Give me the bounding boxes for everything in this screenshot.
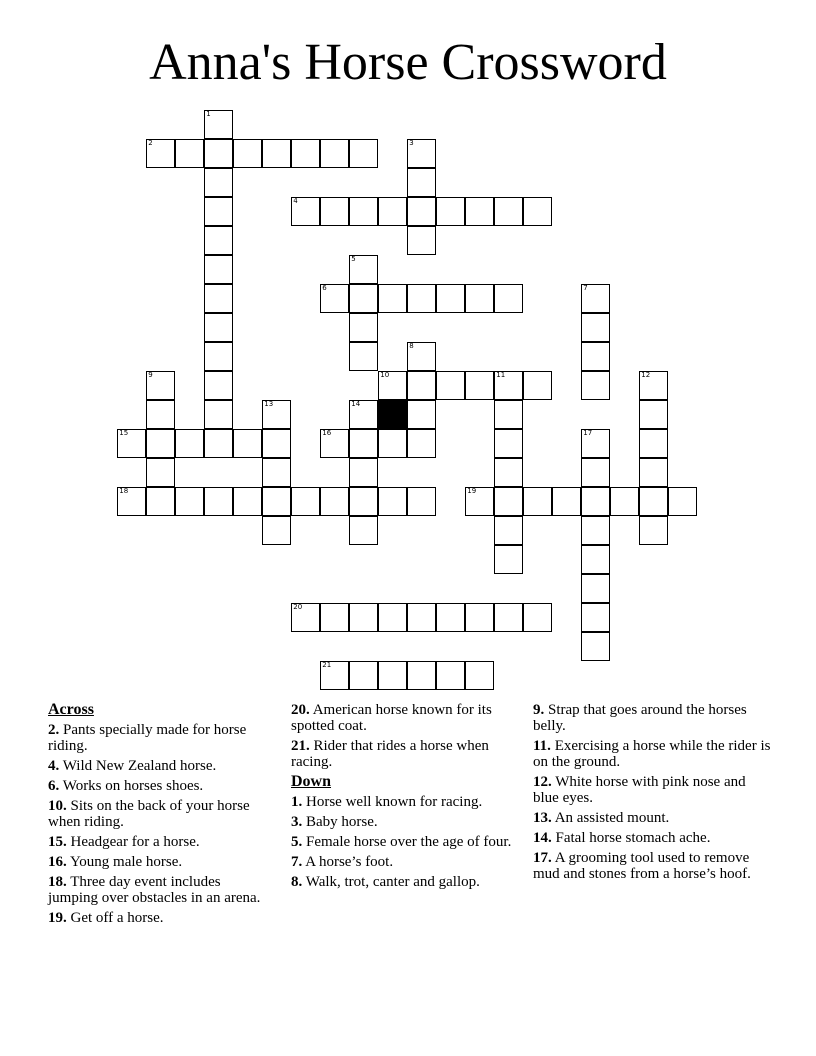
grid-cell[interactable] [465, 661, 494, 690]
clue-number: 17 [583, 429, 593, 438]
grid-cell[interactable] [581, 545, 610, 574]
clue-column-3 [533, 702, 773, 886]
clue-number: 20 [293, 603, 303, 612]
grid-cell[interactable] [378, 197, 407, 226]
grid-cell[interactable] [494, 603, 523, 632]
grid-cell[interactable] [465, 197, 494, 226]
clue-item [291, 874, 516, 890]
clue-text: A grooming tool used to remove mud and stones from a horse’s hoof. [533, 850, 751, 882]
clue-text: American horse known for its spotted coat. [291, 702, 492, 734]
grid-cell[interactable] [349, 429, 378, 458]
clue-number: 16. [48, 854, 67, 870]
grid-cell[interactable] [407, 342, 436, 371]
grid-cell[interactable] [233, 429, 262, 458]
grid-cell[interactable] [349, 255, 378, 284]
clue-text: Young male horse. [69, 854, 183, 870]
grid-cell[interactable] [494, 400, 523, 429]
grid-cell[interactable] [262, 516, 291, 545]
grid-cell[interactable] [668, 487, 697, 516]
clue-number: 15. [48, 834, 67, 850]
grid-cell[interactable] [320, 429, 349, 458]
grid-cell[interactable] [378, 661, 407, 690]
clue-number: 9. [533, 702, 545, 718]
clue-number: 20. [291, 702, 310, 718]
clue-number: 1 [206, 110, 211, 119]
clue-item [533, 850, 773, 882]
grid-cell[interactable] [465, 284, 494, 313]
clue-text: Get off a horse. [70, 910, 164, 926]
grid-cell[interactable] [465, 487, 494, 516]
grid-cell[interactable] [320, 603, 349, 632]
grid-cell[interactable] [262, 458, 291, 487]
grid-cell[interactable] [436, 603, 465, 632]
clue-item [291, 794, 516, 810]
clue-text: Works on horses shoes. [62, 778, 204, 794]
grid-cell[interactable] [639, 487, 668, 516]
grid-cell[interactable] [204, 168, 233, 197]
clue-item [48, 758, 273, 774]
clue-number: 2 [148, 139, 153, 148]
clue-text: Fatal horse stomach ache. [555, 830, 711, 846]
clue-item [533, 738, 773, 770]
clue-text: White horse with pink nose and blue eyes. [533, 774, 746, 806]
clue-column-2 [291, 702, 516, 894]
down-heading: Down [291, 773, 332, 790]
grid-cell[interactable] [378, 487, 407, 516]
grid-cell[interactable] [494, 197, 523, 226]
grid-cell[interactable] [581, 429, 610, 458]
grid-cell[interactable] [407, 139, 436, 168]
grid-cell[interactable] [320, 284, 349, 313]
grid-cell[interactable] [262, 139, 291, 168]
grid-cell[interactable] [204, 400, 233, 429]
grid-cell[interactable] [349, 139, 378, 168]
clue-number: 21. [291, 738, 310, 754]
clue-text: Sits on the back of your horse when riding. [48, 798, 250, 830]
grid-cell[interactable] [639, 371, 668, 400]
across-heading: Across [48, 701, 94, 718]
grid-cell[interactable] [378, 429, 407, 458]
grid-cell[interactable] [175, 487, 204, 516]
grid-cell[interactable] [581, 487, 610, 516]
clue-number: 1. [291, 794, 303, 810]
clue-item [48, 854, 273, 870]
clue-text: Wild New Zealand horse. [62, 758, 217, 774]
grid-cell[interactable] [146, 371, 175, 400]
grid-cell[interactable] [146, 458, 175, 487]
grid-cell[interactable] [117, 487, 146, 516]
grid-cell[interactable] [581, 574, 610, 603]
grid-cell[interactable] [349, 313, 378, 342]
grid-cell[interactable] [204, 313, 233, 342]
clue-text: Headgear for a horse. [70, 834, 200, 850]
clue-number: 3. [291, 814, 303, 830]
page-title: Anna's Horse Crossword [149, 34, 667, 91]
clue-number: 16 [322, 429, 332, 438]
grid-cell[interactable] [523, 197, 552, 226]
grid-cell[interactable] [349, 516, 378, 545]
clue-number: 6. [48, 778, 60, 794]
grid-cell[interactable] [436, 371, 465, 400]
grid-cell[interactable] [233, 487, 262, 516]
clue-item [48, 722, 273, 754]
grid-cell[interactable] [436, 661, 465, 690]
grid-cell[interactable] [262, 429, 291, 458]
grid-cell[interactable] [610, 487, 639, 516]
clue-text: Exercising a horse while the rider is on the ground. [533, 738, 771, 770]
grid-cell[interactable] [291, 603, 320, 632]
grid-cell[interactable] [494, 371, 523, 400]
clue-number: 14 [351, 400, 361, 409]
clue-item [48, 798, 273, 830]
clue-text: Female horse over the age of four. [306, 834, 512, 850]
clue-number: 14. [533, 830, 552, 846]
grid-cell[interactable] [465, 603, 494, 632]
grid-cell[interactable] [465, 371, 494, 400]
grid-cell[interactable] [639, 400, 668, 429]
grid-cell[interactable] [349, 603, 378, 632]
clue-item [533, 830, 773, 846]
grid-cell[interactable] [320, 487, 349, 516]
grid-cell[interactable] [552, 487, 581, 516]
clue-number: 5. [291, 834, 303, 850]
clue-number: 11 [496, 371, 506, 380]
grid-cell[interactable] [233, 139, 262, 168]
grid-cell[interactable] [262, 400, 291, 429]
grid-cell[interactable] [407, 168, 436, 197]
grid-cell[interactable] [407, 487, 436, 516]
clue-number: 13 [264, 400, 274, 409]
grid-cell[interactable] [349, 458, 378, 487]
clue-number: 11. [533, 738, 551, 754]
clue-text: Pants specially made for horse riding. [48, 722, 247, 754]
clue-text: Walk, trot, canter and gallop. [305, 874, 480, 890]
grid-cell[interactable] [523, 487, 552, 516]
grid-cell[interactable] [291, 197, 320, 226]
clue-text: An assisted mount. [554, 810, 670, 826]
grid-cell[interactable] [349, 197, 378, 226]
clue-item [291, 854, 516, 870]
grid-cell[interactable] [581, 603, 610, 632]
clue-item [48, 834, 273, 850]
clue-item [533, 702, 773, 734]
grid-cell[interactable] [204, 429, 233, 458]
clue-text: A horse’s foot. [305, 854, 394, 870]
clue-number: 13. [533, 810, 552, 826]
grid-cell[interactable] [204, 197, 233, 226]
grid-cell[interactable] [146, 429, 175, 458]
grid-cell[interactable] [146, 400, 175, 429]
grid-cell[interactable] [175, 429, 204, 458]
clue-number: 2. [48, 722, 60, 738]
clue-text: Three day event includes jumping over obstacles in an arena. [48, 874, 261, 906]
grid-cell[interactable] [291, 139, 320, 168]
grid-cell[interactable] [494, 516, 523, 545]
grid-cell[interactable] [175, 139, 204, 168]
grid-cell[interactable] [494, 458, 523, 487]
grid-cell[interactable] [407, 429, 436, 458]
grid-cell[interactable] [407, 197, 436, 226]
clue-number: 17. [533, 850, 552, 866]
grid-cell[interactable] [436, 197, 465, 226]
grid-cell[interactable] [407, 284, 436, 313]
grid-cell[interactable] [204, 487, 233, 516]
grid-block [378, 400, 407, 429]
grid-cell[interactable] [117, 429, 146, 458]
grid-cell[interactable] [291, 487, 320, 516]
grid-cell[interactable] [349, 661, 378, 690]
grid-cell[interactable] [146, 139, 175, 168]
grid-cell[interactable] [581, 371, 610, 400]
clue-number: 7 [583, 284, 588, 293]
clue-text: Strap that goes around the horses belly. [533, 702, 747, 734]
grid-cell[interactable] [204, 139, 233, 168]
clue-number: 4. [48, 758, 60, 774]
clue-item [291, 702, 516, 734]
grid-cell[interactable] [378, 284, 407, 313]
clue-text: Horse well known for racing. [306, 794, 483, 810]
grid-cell[interactable] [204, 284, 233, 313]
clue-column-1 [48, 702, 273, 930]
clue-number: 10 [380, 371, 390, 380]
grid-cell[interactable] [523, 371, 552, 400]
clue-number: 18. [48, 874, 67, 890]
grid-cell[interactable] [581, 313, 610, 342]
grid-cell[interactable] [204, 371, 233, 400]
clue-number: 7. [291, 854, 303, 870]
clue-item [291, 738, 516, 770]
grid-cell[interactable] [320, 139, 349, 168]
grid-cell[interactable] [204, 226, 233, 255]
grid-cell[interactable] [407, 603, 436, 632]
clue-item [48, 778, 273, 794]
grid-cell[interactable] [349, 487, 378, 516]
clue-number: 10. [48, 798, 67, 814]
grid-cell[interactable] [262, 487, 291, 516]
grid-cell[interactable] [581, 516, 610, 545]
grid-cell[interactable] [320, 661, 349, 690]
grid-cell[interactable] [320, 197, 349, 226]
grid-cell[interactable] [349, 284, 378, 313]
grid-cell[interactable] [407, 371, 436, 400]
clue-item [533, 774, 773, 806]
grid-cell[interactable] [581, 458, 610, 487]
grid-cell[interactable] [523, 603, 552, 632]
grid-cell[interactable] [494, 284, 523, 313]
clue-number: 8 [409, 342, 414, 351]
grid-cell[interactable] [639, 429, 668, 458]
clue-number: 15 [119, 429, 129, 438]
clue-item [291, 814, 516, 830]
grid-cell[interactable] [349, 342, 378, 371]
clue-text: Rider that rides a horse when racing. [291, 738, 489, 770]
grid-cell[interactable] [494, 487, 523, 516]
grid-cell[interactable] [639, 516, 668, 545]
clue-number: 8. [291, 874, 303, 890]
grid-cell[interactable] [204, 342, 233, 371]
grid-cell[interactable] [494, 429, 523, 458]
grid-cell[interactable] [378, 371, 407, 400]
grid-cell[interactable] [204, 255, 233, 284]
clue-number: 21 [322, 661, 332, 670]
grid-cell[interactable] [204, 110, 233, 139]
clue-number: 5 [351, 255, 356, 264]
clue-number: 9 [148, 371, 153, 380]
grid-cell[interactable] [581, 284, 610, 313]
grid-cell[interactable] [581, 632, 610, 661]
clue-number: 19 [467, 487, 477, 496]
grid-cell[interactable] [407, 661, 436, 690]
clue-number: 18 [119, 487, 129, 496]
clue-text: Baby horse. [306, 814, 378, 830]
clue-number: 4 [293, 197, 298, 206]
clue-item [533, 810, 773, 826]
clue-number: 12. [533, 774, 552, 790]
clue-number: 12 [641, 371, 651, 380]
grid-cell[interactable] [349, 400, 378, 429]
grid-cell[interactable] [639, 458, 668, 487]
grid-cell[interactable] [378, 603, 407, 632]
grid-cell[interactable] [407, 400, 436, 429]
clue-number: 3 [409, 139, 414, 148]
clue-item [48, 910, 273, 926]
grid-cell[interactable] [581, 342, 610, 371]
grid-cell[interactable] [494, 545, 523, 574]
clue-number: 19. [48, 910, 67, 926]
clue-item [291, 834, 516, 850]
grid-cell[interactable] [146, 487, 175, 516]
clue-number: 6 [322, 284, 327, 293]
grid-cell[interactable] [407, 226, 436, 255]
clue-item [48, 874, 273, 906]
grid-cell[interactable] [436, 284, 465, 313]
